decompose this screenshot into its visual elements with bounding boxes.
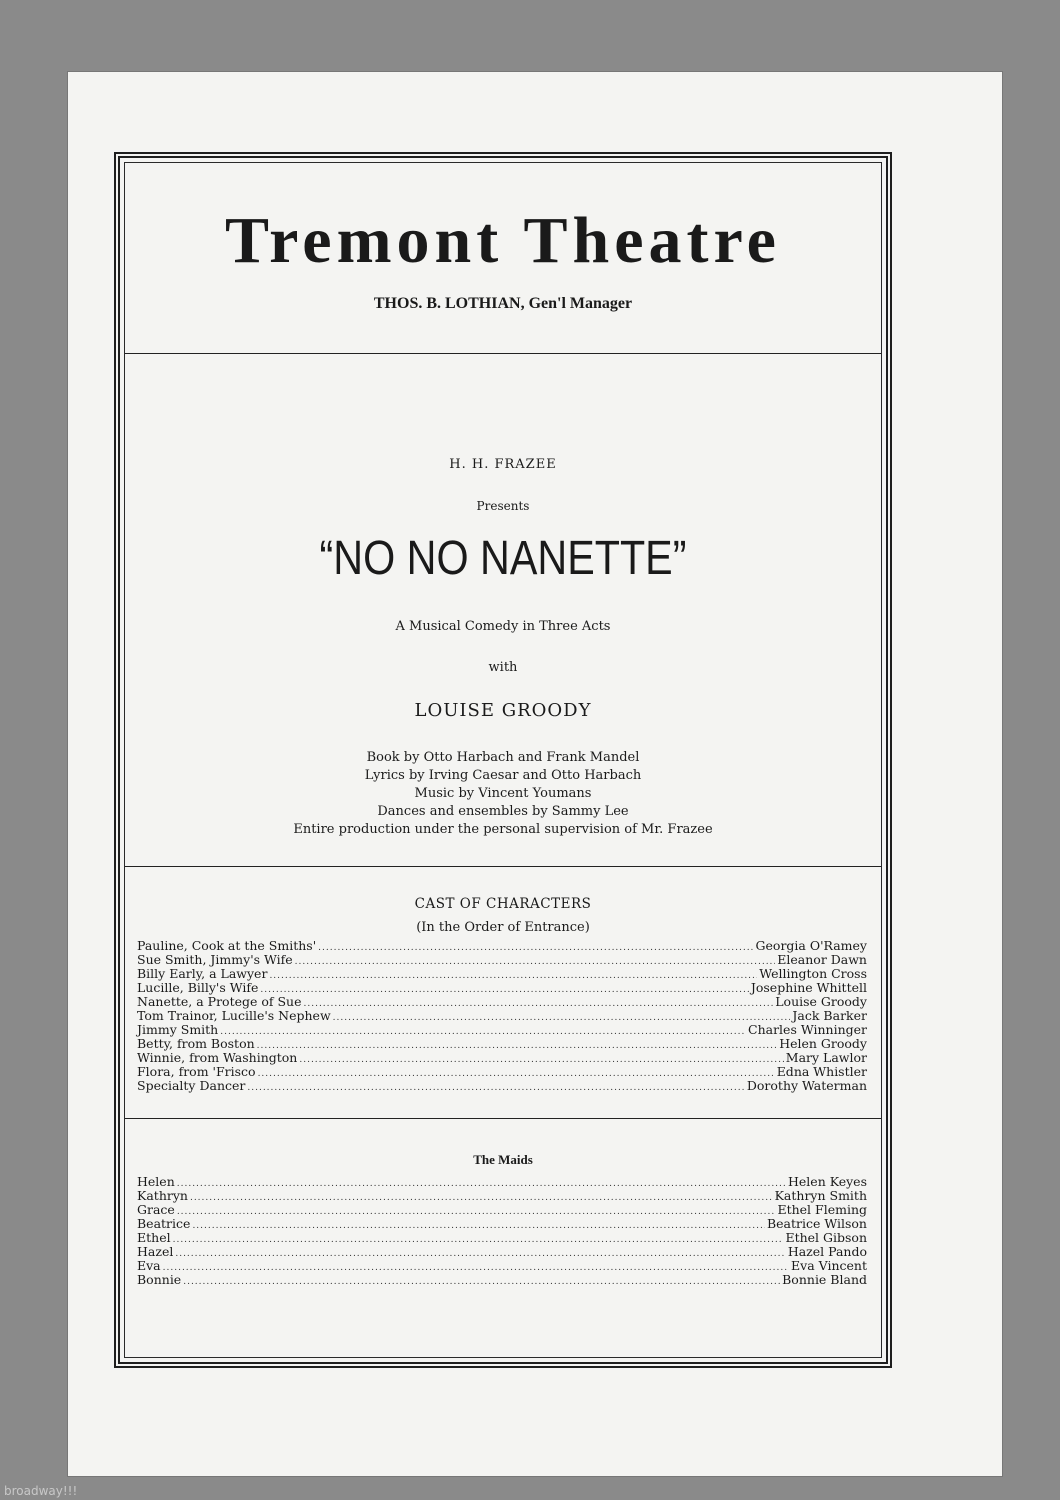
dot-leader	[192, 1219, 765, 1233]
dot-leader	[183, 1275, 780, 1289]
actor-name: Wellington Cross	[759, 966, 867, 981]
list-item	[137, 939, 867, 953]
theatre-name: Tremont Theatre	[225, 204, 781, 277]
list-item	[137, 1273, 867, 1287]
actor-name: Charles Winninger	[748, 1022, 867, 1037]
actor-name: Josephine Whittell	[750, 980, 867, 995]
with-text: with	[488, 660, 518, 675]
character-name: Pauline, Cook at the Smiths'	[137, 938, 317, 953]
dot-leader	[269, 969, 757, 983]
watermark-text: broadway!!!	[4, 1484, 78, 1498]
character-name: Kathryn	[137, 1188, 188, 1203]
dot-leader	[163, 1261, 789, 1275]
dot-leader	[333, 1011, 791, 1025]
actor-name: Jack Barker	[792, 1008, 867, 1023]
actor-name: Dorothy Waterman	[746, 1078, 867, 1093]
actor-name: Hazel Pando	[787, 1244, 867, 1259]
cast-note: (In the Order of Entrance)	[416, 920, 590, 935]
actor-name: Georgia O'Ramey	[755, 938, 867, 953]
character-name: Bonnie	[137, 1272, 182, 1287]
dot-leader	[190, 1191, 773, 1205]
character-name: Helen	[137, 1174, 175, 1189]
actor-name: Kathryn Smith	[774, 1188, 867, 1203]
producer-name: H. H. FRAZEE	[449, 457, 557, 472]
character-name: Beatrice	[137, 1216, 191, 1231]
character-name: Sue Smith, Jimmy's Wife	[137, 952, 293, 967]
dot-leader	[177, 1205, 776, 1219]
list-item	[137, 1023, 867, 1037]
presents-text: Presents	[476, 499, 530, 513]
actor-name: Eleanor Dawn	[777, 952, 867, 967]
maids-list	[137, 1175, 867, 1287]
credit-line: Dances and ensembles by Sammy Lee	[377, 804, 629, 819]
divider	[125, 1118, 881, 1119]
character-name: Specialty Dancer	[137, 1078, 246, 1093]
maids-heading: The Maids	[473, 1152, 533, 1167]
dot-leader	[295, 955, 776, 969]
program-border	[114, 152, 892, 1368]
dot-leader	[260, 983, 748, 997]
show-title: “NO NO NANETTE”	[319, 532, 687, 585]
actor-name: Ethel Fleming	[777, 1202, 867, 1217]
theatre-manager: THOS. B. LOTHIAN, Gen'l Manager	[373, 295, 633, 312]
list-item	[137, 1079, 867, 1093]
list-item	[137, 1231, 867, 1245]
dot-leader	[247, 1081, 745, 1095]
divider	[125, 353, 881, 354]
character-name: Ethel	[137, 1230, 171, 1245]
credit-line: Music by Vincent Youmans	[414, 786, 592, 801]
list-item	[137, 1203, 867, 1217]
dot-leader	[258, 1067, 775, 1081]
actor-name: Beatrice Wilson	[766, 1216, 867, 1231]
dot-leader	[299, 1053, 783, 1067]
list-item	[137, 1189, 867, 1203]
character-name: Billy Early, a Lawyer	[137, 966, 268, 981]
list-item	[137, 1217, 867, 1231]
dot-leader	[220, 1025, 746, 1039]
credit-line: Entire production under the personal supervision of Mr. Frazee	[293, 822, 713, 837]
dot-leader	[257, 1039, 778, 1053]
character-name: Jimmy Smith	[137, 1022, 219, 1037]
list-item	[137, 1245, 867, 1259]
dot-leader	[318, 941, 753, 955]
actor-name: Helen Groody	[779, 1036, 867, 1051]
character-name: Winnie, from Washington	[137, 1050, 298, 1065]
list-item	[137, 1009, 867, 1023]
dot-leader	[304, 997, 774, 1011]
actor-name: Ethel Gibson	[785, 1230, 867, 1245]
actor-name: Mary Lawlor	[785, 1050, 867, 1065]
dot-leader	[177, 1177, 786, 1191]
character-name: Grace	[137, 1202, 175, 1217]
star-name: LOUISE GROODY	[414, 700, 592, 721]
show-subtitle: A Musical Comedy in Three Acts	[395, 619, 611, 634]
list-item	[137, 981, 867, 995]
list-item	[137, 1051, 867, 1065]
dot-leader	[173, 1233, 784, 1247]
list-item	[137, 967, 867, 981]
character-name: Flora, from 'Frisco	[137, 1064, 256, 1079]
cast-heading: CAST OF CHARACTERS	[414, 896, 592, 912]
list-item	[137, 1175, 867, 1189]
character-name: Tom Trainor, Lucille's Nephew	[137, 1008, 331, 1023]
credit-line: Book by Otto Harbach and Frank Mandel	[366, 750, 640, 765]
list-item	[137, 1065, 867, 1079]
character-name: Betty, from Boston	[137, 1036, 255, 1051]
program-content	[124, 162, 882, 1358]
list-item	[137, 953, 867, 967]
dot-leader	[175, 1247, 785, 1261]
actor-name: Bonnie Bland	[782, 1272, 867, 1287]
character-name: Nanette, a Protege of Sue	[137, 994, 302, 1009]
actor-name: Louise Groody	[775, 994, 867, 1009]
character-name: Hazel	[137, 1244, 174, 1259]
list-item	[137, 1259, 867, 1273]
character-name: Lucille, Billy's Wife	[137, 980, 259, 995]
character-name: Eva	[137, 1258, 161, 1273]
actor-name: Edna Whistler	[776, 1064, 867, 1079]
list-item	[137, 1037, 867, 1051]
actor-name: Helen Keyes	[788, 1174, 867, 1189]
cast-list	[137, 939, 867, 1093]
credits-block	[125, 749, 881, 839]
divider	[125, 866, 881, 867]
list-item	[137, 995, 867, 1009]
actor-name: Eva Vincent	[791, 1258, 867, 1273]
credit-line: Lyrics by Irving Caesar and Otto Harbach	[364, 768, 642, 783]
